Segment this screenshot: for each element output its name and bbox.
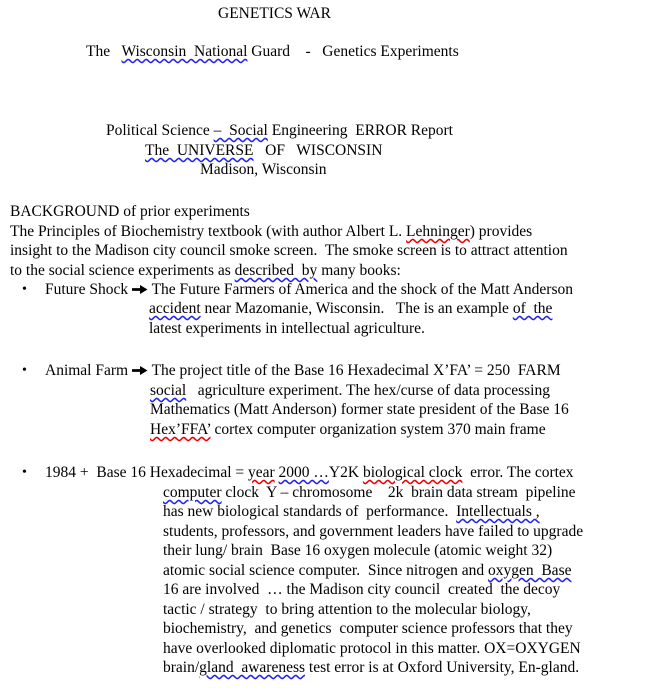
text-run: to the social science experiments as xyxy=(10,262,235,279)
text-run: atomic social science computer. Since nitrogen and xyxy=(163,562,488,579)
text-run: Mathematics (Matt Anderson) former state president of the Base 16 xyxy=(150,401,569,418)
text-run: Animal Farm xyxy=(45,362,132,379)
header-line xyxy=(145,141,382,160)
grammar-marked-text: Intellectuals , xyxy=(456,503,540,520)
bullet-line xyxy=(163,561,571,580)
paragraph-line xyxy=(10,222,532,241)
text-run: have overlooked diplomatic protocol in this matter. OX=OXYGEN xyxy=(163,640,581,657)
grammar-marked-text: The UNIVERSE xyxy=(145,142,254,159)
bullet-line xyxy=(150,381,550,400)
bullet-line xyxy=(45,463,574,482)
grammar-marked-text: computer xyxy=(163,484,222,501)
bullet-line xyxy=(150,420,546,439)
document-title: GENETICS WAR xyxy=(218,5,331,22)
text-run: ) provides xyxy=(469,223,533,240)
text-run: agriculture experiment. The hex/curse of data processing xyxy=(186,382,550,399)
bullet-line xyxy=(163,639,581,658)
bullet-line xyxy=(163,580,560,599)
header-line xyxy=(106,121,453,140)
spellcheck-marked-text: Hex’FFA’ xyxy=(150,421,211,438)
text-run: Guard - Genetics Experiments xyxy=(247,43,459,60)
text-run: 16 are involved … the Madison city council created the decoy xyxy=(163,581,561,598)
text-run: clock Y – chromosome 2k brain data stream pipeline xyxy=(221,484,576,501)
text-run: Y2K xyxy=(328,464,363,481)
text-run: tactic / strategy to bring attention to the molecular biology, xyxy=(163,601,531,618)
section-heading: BACKGROUND of prior experiments xyxy=(10,203,250,220)
spellcheck-marked-text: biological clock xyxy=(362,464,463,481)
bullet-line xyxy=(163,619,573,638)
text-run: Future Shock xyxy=(45,281,132,298)
arrow-icon xyxy=(132,281,148,298)
text-run: The project title of the Base 16 Hexadecimal X’FA’ = 250 FARM xyxy=(147,362,561,379)
grammar-marked-text: accident xyxy=(149,300,201,317)
text-run: Political Science xyxy=(106,122,214,139)
bullet-line xyxy=(163,522,583,541)
header-line xyxy=(200,160,327,179)
bullet-line xyxy=(163,658,579,677)
text-run: near Mazomanie, Wisconsin. The is an example xyxy=(200,300,513,317)
bullet-marker: • xyxy=(22,363,27,378)
text-run: The xyxy=(86,43,122,60)
text-run: biochemistry, and genetics computer science professors that they xyxy=(163,620,573,637)
text-run: students, professors, and government leaders have failed to upgrade xyxy=(163,523,584,540)
document-subtitle xyxy=(86,42,459,61)
text-run: error. The cortex xyxy=(462,464,574,481)
grammar-marked-text: Wisconsin National xyxy=(121,43,248,60)
spellcheck-marked-text: Lehninger xyxy=(406,223,470,240)
text-run: OF WISCONSIN xyxy=(253,142,383,159)
grammar-marked-text: of the xyxy=(512,300,553,317)
arrow-icon xyxy=(132,362,148,379)
bullet-line xyxy=(163,541,552,560)
grammar-marked-text: social xyxy=(150,382,187,399)
paragraph-line xyxy=(10,261,401,280)
bullet-marker: • xyxy=(22,465,27,480)
text-run: many books: xyxy=(317,262,401,279)
bullet-line xyxy=(149,299,552,318)
text-run: insight to the Madison city council smoke screen. The smoke screen is to attract attention xyxy=(10,242,568,259)
bullet-line xyxy=(150,400,569,419)
text-run: The Principles of Biochemistry textbook (with author Albert L. xyxy=(10,223,407,240)
grammar-marked-text: gland awareness xyxy=(199,659,306,676)
bullet-line xyxy=(45,361,561,380)
text-run: cortex computer organization system 370 main frame xyxy=(210,421,546,438)
bullet-line xyxy=(163,600,531,619)
spellcheck-marked-text: year xyxy=(248,464,275,481)
text-run: The Future Farmers of America and the shock of the Matt Anderson xyxy=(147,281,573,298)
paragraph-line xyxy=(10,241,568,260)
grammar-marked-text: described by xyxy=(234,262,318,279)
bullet-line xyxy=(149,319,425,338)
bullet-line xyxy=(163,483,576,502)
bullet-line xyxy=(163,502,540,521)
text-run: their lung/ brain Base 16 oxygen molecule (atomic weight 32) xyxy=(163,542,553,559)
text-run: latest experiments in intellectual agriculture. xyxy=(149,320,425,337)
grammar-marked-text: 2000 … xyxy=(278,464,329,481)
text-run: test error is at Oxford University, En-gland. xyxy=(305,659,580,676)
text-run: Engineering ERROR Report xyxy=(267,122,453,139)
grammar-marked-text: oxygen Base xyxy=(487,562,572,579)
bullet-line xyxy=(45,280,573,299)
text-run: 1984 + Base 16 Hexadecimal = xyxy=(45,464,248,481)
text-run: brain/ xyxy=(163,659,200,676)
bullet-marker: • xyxy=(22,282,27,297)
grammar-marked-text: – Social xyxy=(213,122,268,139)
text-run: has new biological standards of performance. xyxy=(163,503,457,520)
text-run: Madison, Wisconsin xyxy=(200,161,327,178)
